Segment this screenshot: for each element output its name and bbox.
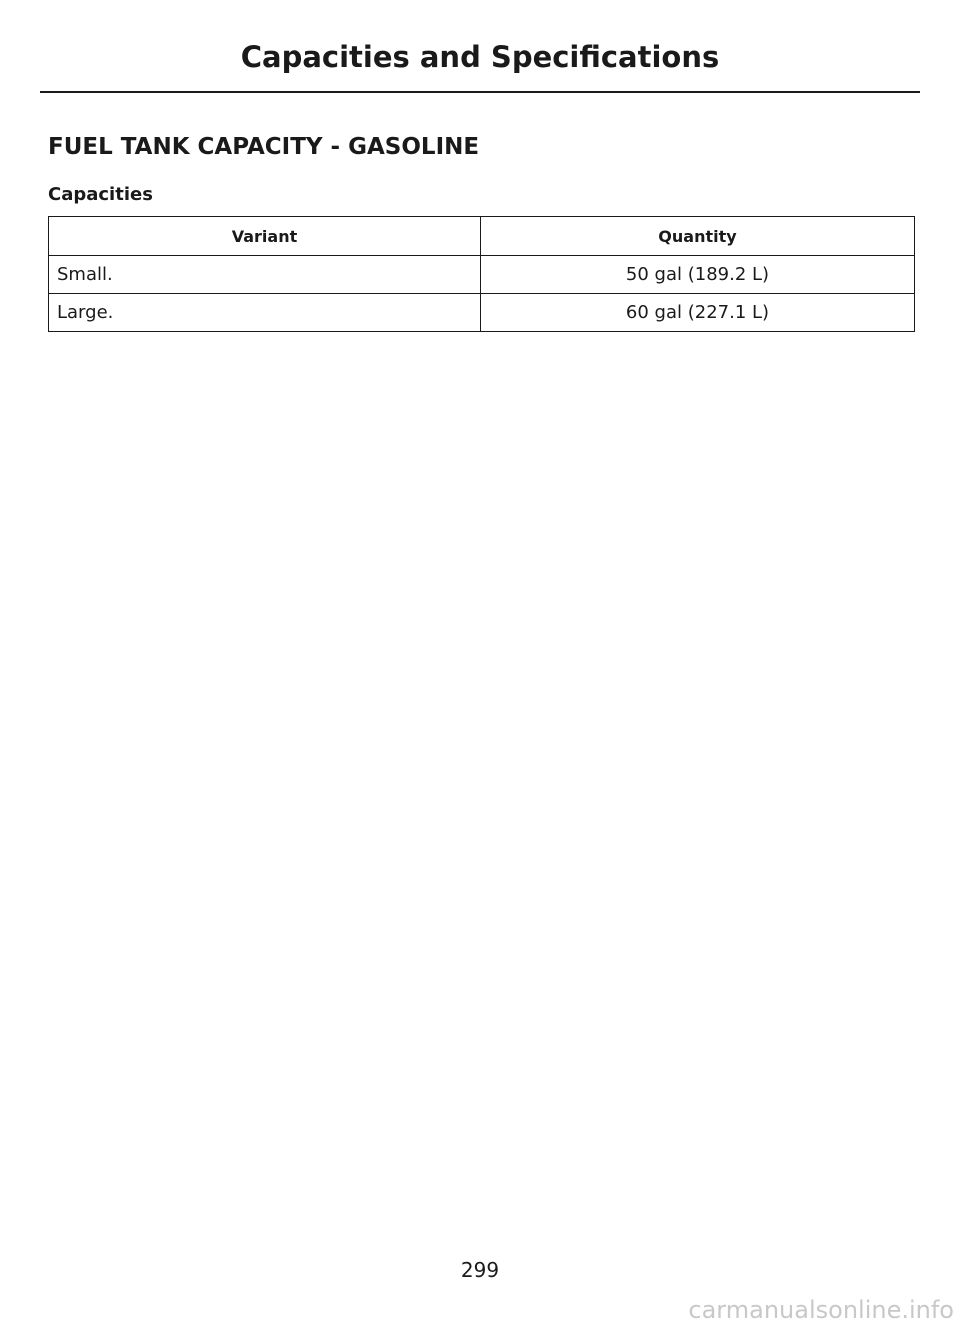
capacities-table xyxy=(48,216,915,332)
header-divider xyxy=(40,91,920,93)
column-header-quantity: Quantity xyxy=(481,217,915,256)
variant-cell: Large. xyxy=(49,294,481,332)
table-row xyxy=(49,294,915,332)
quantity-cell: 50 gal (189.2 L) xyxy=(481,256,915,294)
table-row xyxy=(49,256,915,294)
section-title: FUEL TANK CAPACITY - GASOLINE xyxy=(48,134,480,160)
column-header-variant: Variant xyxy=(49,217,481,256)
page-number: 299 xyxy=(460,1258,500,1282)
table-header-row xyxy=(49,217,915,256)
variant-cell: Small. xyxy=(49,256,481,294)
quantity-cell: 60 gal (227.1 L) xyxy=(481,294,915,332)
table-caption: Capacities xyxy=(48,184,153,205)
watermark-text: carmanualsonline.info xyxy=(688,1296,954,1324)
page-header-title: Capacities and Specifications xyxy=(240,40,720,74)
